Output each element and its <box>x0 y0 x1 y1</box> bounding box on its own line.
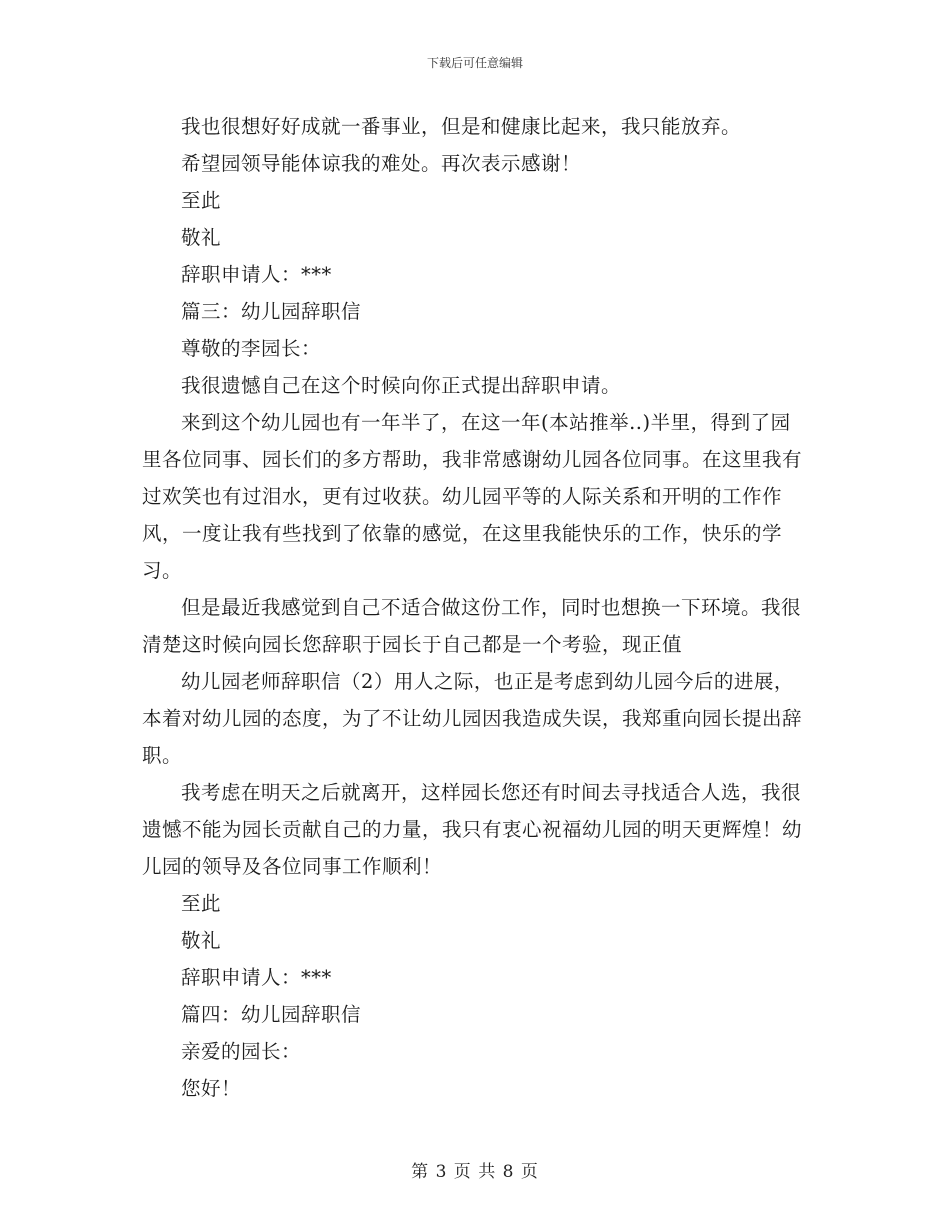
salutation-line: 敬礼 <box>181 226 222 249</box>
greeting-line: 您好！ <box>181 1077 242 1100</box>
section-title: 篇四：幼儿园辞职信 <box>181 1003 362 1026</box>
closing-line: 至此 <box>181 189 222 212</box>
paragraph: 我考虑在明天之后就离开，这样园长您还有时间去寻找适合人选，我很遗憾不能为园长贡献自己的力量，我只有衷心祝福幼儿园的明天更辉煌！幼儿园的领导及各位同事工作顺利！ <box>142 781 803 878</box>
greeting-line: 亲爱的园长： <box>181 1040 302 1063</box>
closing-line: 至此 <box>181 892 222 915</box>
signature-line: 辞职申请人：*** <box>181 966 332 989</box>
paragraph: 但是最近我感觉到自己不适合做这份工作，同时也想换一下环境。我很清楚这时候向园长您辞职于园长于自己都是一个考验，现正值 <box>142 596 802 656</box>
section-title: 篇三：幼儿园辞职信 <box>181 300 362 323</box>
salutation-line: 敬礼 <box>181 929 222 952</box>
paragraph: 我很遗憾自己在这个时候向你正式提出辞职申请。 <box>181 374 622 397</box>
paragraph: 我也很想好好成就一番事业，但是和健康比起来，我只能放弃。 <box>181 115 742 138</box>
page-number: 第 3 页 共 8 页 <box>411 1162 539 1182</box>
page-header-note: 下载后可任意编辑 <box>426 56 523 70</box>
greeting-line: 尊敬的李园长： <box>181 337 322 360</box>
paragraph: 来到这个幼儿园也有一年半了，在这一年(本站推举..)半里，得到了园里各位同事、园长们的多方帮助，我非常感谢幼儿园各位同事。在这里我有过欢笑也有过泪水，更有过收获。幼儿园平等的人际关系和开明的工作作风，一度让我有些找到了依靠的感觉，在这里我能快乐的工作，快乐的学习。 <box>142 411 803 582</box>
paragraph: 希望园领导能体谅我的难处。再次表示感谢！ <box>181 152 582 175</box>
document-body <box>142 108 810 1107</box>
paragraph: 幼儿园老师辞职信（2）用人之际，也正是考虑到幼儿园今后的进展，本着对幼儿园的态度，为了不让幼儿园因我造成失误，我郑重向园长提出辞职。 <box>142 670 803 767</box>
signature-line: 辞职申请人：*** <box>181 263 332 286</box>
